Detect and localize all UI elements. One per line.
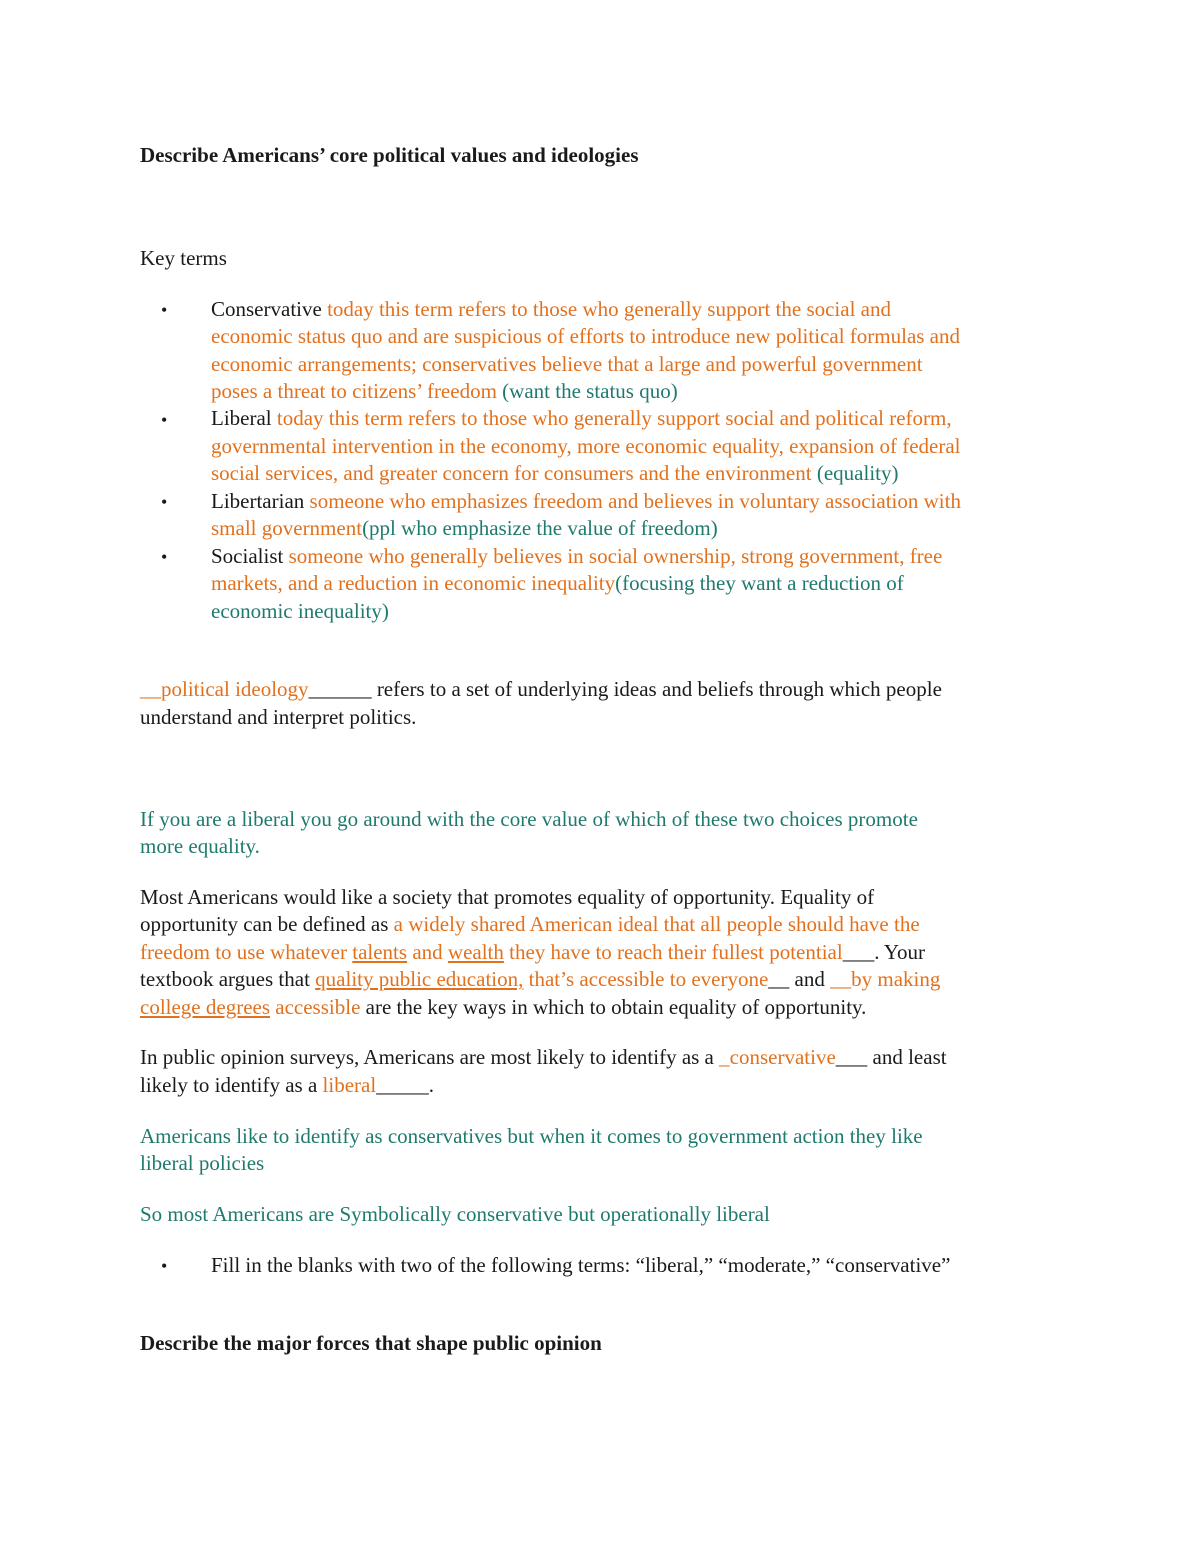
term-definition: someone who generally believes in social ownership, strong government, free xyxy=(283,544,943,568)
key-terms-label: Key terms xyxy=(140,246,227,270)
term-note: economic inequality) xyxy=(211,599,389,623)
term-name: Socialist xyxy=(211,544,284,568)
blank: ______ xyxy=(308,677,372,701)
term-note: (want the status quo) xyxy=(496,379,678,403)
paragraph-line: Most Americans would like a society that promotes equality of opportunity. Equality of xyxy=(140,885,875,909)
paragraph-line xyxy=(140,911,920,938)
bullet-icon xyxy=(161,1261,171,1271)
paragraph-line xyxy=(140,939,925,966)
term-definition: poses a threat to citizens’ freedom xyxy=(211,379,497,403)
term-line xyxy=(211,460,898,487)
fill-answer: that’s accessible to everyone xyxy=(523,967,769,991)
paragraph-line xyxy=(140,1072,434,1099)
sentence-text: In public opinion surveys, Americans are most likely to identify as a xyxy=(140,1045,720,1069)
sentence-text: understand and interpret politics. xyxy=(140,705,417,729)
bullet-icon xyxy=(161,552,171,562)
term-note: (focusing they want a reduction of xyxy=(615,571,904,595)
term-line xyxy=(211,296,891,323)
sentence-text: _____. xyxy=(376,1073,434,1097)
fill-answer: they have to reach their fullest potential xyxy=(503,940,843,964)
term-definition: economic status quo and are suspicious of efforts to introduce new political formulas and xyxy=(211,324,961,348)
bullet-icon xyxy=(161,497,171,507)
term-note: (ppl who emphasize the value of freedom) xyxy=(362,516,718,540)
fill-answer: __political ideology xyxy=(140,677,309,701)
term-line xyxy=(211,378,678,405)
term-line xyxy=(211,488,961,515)
section-heading-forces: Describe the major forces that shape public opinion xyxy=(140,1331,602,1355)
instruction-text: Fill in the blanks with two of the following terms: “liberal,” “moderate,” “conservative” xyxy=(211,1253,951,1277)
term-definition: markets, and a reduction in economic inequality xyxy=(211,571,616,595)
study-note: Americans like to identify as conservatives but when it comes to government action they like xyxy=(140,1124,923,1148)
term-definition: today this term refers to those who generally support the social and xyxy=(321,297,891,321)
term-note: (equality) xyxy=(811,461,899,485)
bullet-icon xyxy=(161,415,171,425)
section-heading-values: Describe Americans’ core political values and ideologies xyxy=(140,143,639,167)
term-definition: economic arrangements; conservatives believe that a large and powerful government xyxy=(211,352,923,376)
term-definition: governmental intervention in the economy, more economic equality, expansion of federal xyxy=(211,434,961,458)
ideology-sentence xyxy=(140,676,942,703)
term-name: Liberal xyxy=(211,406,272,430)
fill-answer: freedom to use whatever xyxy=(140,940,353,964)
sentence-text: ___. Your xyxy=(842,940,925,964)
term-definition: someone who emphasizes freedom and believes in voluntary association with xyxy=(304,489,961,513)
term-line xyxy=(211,405,952,432)
fill-answer: talents xyxy=(352,940,408,964)
sentence-text: refers to a set of underlying ideas and beliefs through which people xyxy=(371,677,942,701)
fill-answer: _conservative xyxy=(719,1045,836,1069)
sentence-text: __ and xyxy=(768,967,831,991)
fill-answer: a widely shared American ideal that all people should have the xyxy=(388,912,920,936)
fill-answer: liberal xyxy=(322,1073,377,1097)
fill-answer: college degrees xyxy=(140,995,271,1019)
sentence-text: ___ and least xyxy=(835,1045,947,1069)
bullet-icon xyxy=(161,305,171,315)
sentence-text: likely to identify as a xyxy=(140,1073,323,1097)
term-line xyxy=(211,543,942,570)
fill-answer: and xyxy=(407,940,448,964)
paragraph-line xyxy=(140,994,866,1021)
term-definition: today this term refers to those who generally support social and political reform, xyxy=(271,406,952,430)
term-definition: social services, and greater concern for consumers and the environment xyxy=(211,461,812,485)
term-line xyxy=(211,570,904,597)
study-note: So most Americans are Symbolically conservative but operationally liberal xyxy=(140,1202,770,1226)
term-line xyxy=(211,515,718,542)
term-name: Conservative xyxy=(211,297,322,321)
fill-answer: __by making xyxy=(830,967,941,991)
sentence-text: opportunity can be defined as xyxy=(140,912,389,936)
fill-answer: quality public education, xyxy=(315,967,524,991)
term-definition: small government xyxy=(211,516,363,540)
study-note: liberal policies xyxy=(140,1151,265,1175)
sentence-text: are the key ways in which to obtain equality of opportunity. xyxy=(360,995,867,1019)
fill-answer: accessible xyxy=(270,995,361,1019)
paragraph-line xyxy=(140,1044,947,1071)
study-note: If you are a liberal you go around with the core value of which of these two choices promote xyxy=(140,807,918,831)
study-note: more equality. xyxy=(140,834,260,858)
paragraph-line xyxy=(140,966,940,993)
sentence-text: textbook argues that xyxy=(140,967,316,991)
fill-answer: wealth xyxy=(447,940,504,964)
term-name: Libertarian xyxy=(211,489,305,513)
